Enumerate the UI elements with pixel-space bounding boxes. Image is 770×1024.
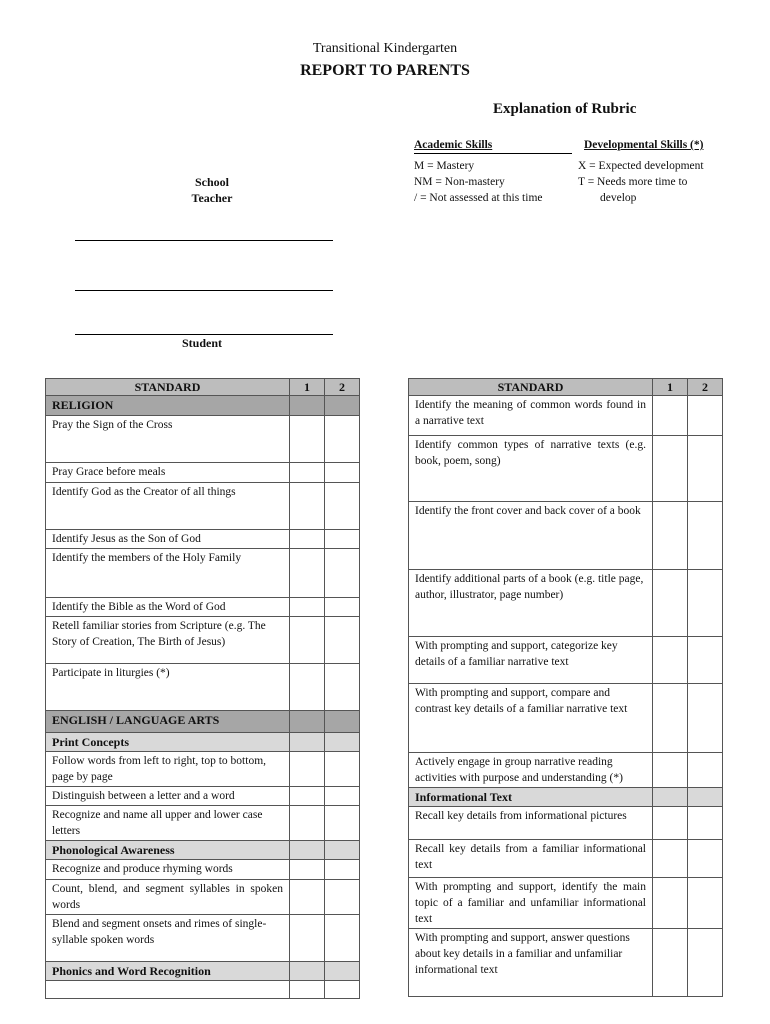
academic-line-3: / = Not assessed at this time <box>414 192 543 204</box>
developmental-line-1: X = Expected development <box>578 160 704 172</box>
grade-cell[interactable] <box>688 840 723 878</box>
grade-cell[interactable] <box>325 711 360 733</box>
grade-cell[interactable] <box>290 915 325 962</box>
table-row <box>409 929 723 997</box>
academic-line-2: NM = Non-mastery <box>414 176 505 188</box>
grade-cell[interactable] <box>688 637 723 684</box>
grade-cell[interactable] <box>325 915 360 962</box>
subcategory-row-phonics-word-recognition <box>46 962 360 981</box>
table-row <box>46 752 360 787</box>
subcategory-row-phonological-awareness <box>46 841 360 860</box>
standard-text: Identify the members of the Holy Family <box>46 549 290 598</box>
category-row-religion <box>46 396 360 416</box>
grade-cell[interactable] <box>290 841 325 860</box>
grade-cell[interactable] <box>325 981 360 999</box>
table-row <box>46 549 360 598</box>
table-row <box>46 981 360 999</box>
developmental-line-2: T = Needs more time to <box>578 176 688 188</box>
standard-text: Identify God as the Creator of all things <box>46 483 290 530</box>
left-table-header-row <box>46 379 360 396</box>
left-standards-table <box>45 378 360 999</box>
school-label: School <box>194 175 229 189</box>
category-row-english-language-arts <box>46 711 360 733</box>
standard-text: Follow words from left to right, top to bottom, page by page <box>46 752 290 787</box>
rubric-title: Explanation of Rubric <box>493 101 637 117</box>
grade-cell[interactable] <box>325 664 360 711</box>
grade-cell[interactable] <box>290 483 325 530</box>
term-2-column-header: 2 <box>325 379 360 396</box>
developmental-line-3: develop <box>600 192 637 204</box>
student-name-line[interactable] <box>75 334 333 335</box>
table-row <box>46 617 360 664</box>
subcategory-label: Informational Text <box>409 788 653 807</box>
grade-cell[interactable] <box>290 617 325 664</box>
standard-text: Identify common types of narrative texts (e.g. book, poem, song) <box>409 436 653 502</box>
subcategory-row-informational-text <box>409 788 723 807</box>
term-1-column-header: 1 <box>653 379 688 396</box>
grade-cell[interactable] <box>325 598 360 617</box>
table-row <box>409 840 723 878</box>
table-row <box>409 637 723 684</box>
standard-text: Pray the Sign of the Cross <box>46 416 290 463</box>
standard-column-header: STANDARD <box>46 379 290 396</box>
standard-text: Identify additional parts of a book (e.g. title page, author, illustrator, page number) <box>409 570 653 637</box>
signature-line-2[interactable] <box>75 290 333 291</box>
standard-text: Recognize and name all upper and lower case letters <box>46 806 290 841</box>
grade-cell[interactable] <box>290 962 325 981</box>
grade-cell[interactable] <box>290 463 325 483</box>
standard-text: Actively engage in group narrative reading activities with purpose and understanding (*) <box>409 753 653 788</box>
grade-cell[interactable] <box>290 981 325 999</box>
grade-cell[interactable] <box>290 752 325 787</box>
grade-cell[interactable] <box>688 929 723 997</box>
grade-cell[interactable] <box>653 878 688 929</box>
standard-text <box>46 981 290 999</box>
standard-text: Retell familiar stories from Scripture (e.g. The Story of Creation, The Birth of Jesus) <box>46 617 290 664</box>
grade-cell[interactable] <box>325 463 360 483</box>
table-row <box>409 570 723 637</box>
grade-cell[interactable] <box>290 711 325 733</box>
report-title: REPORT TO PARENTS <box>300 62 470 79</box>
grade-cell[interactable] <box>290 530 325 549</box>
standard-text: Recognize and produce rhyming words <box>46 860 290 880</box>
standard-text: Count, blend, and segment syllables in spoken words <box>46 880 290 915</box>
term-1-column-header: 1 <box>290 379 325 396</box>
table-row <box>409 878 723 929</box>
grade-cell[interactable] <box>325 787 360 806</box>
table-row <box>409 396 723 436</box>
term-2-column-header: 2 <box>688 379 723 396</box>
table-row <box>46 787 360 806</box>
standard-text: Pray Grace before meals <box>46 463 290 483</box>
standard-text: Recall key details from informational pictures <box>409 807 653 840</box>
grade-cell[interactable] <box>325 962 360 981</box>
grade-cell[interactable] <box>290 549 325 598</box>
grade-cell[interactable] <box>290 806 325 841</box>
standard-text: Identify the meaning of common words found in a narrative text <box>409 396 653 436</box>
category-label: RELIGION <box>46 396 290 416</box>
grade-cell[interactable] <box>325 733 360 752</box>
grade-cell[interactable] <box>325 416 360 463</box>
grade-cell[interactable] <box>325 806 360 841</box>
table-row <box>409 502 723 570</box>
table-row <box>46 483 360 530</box>
standard-text: With prompting and support, categorize key details of a familiar narrative text <box>409 637 653 684</box>
grade-cell[interactable] <box>325 860 360 880</box>
grade-cell[interactable] <box>688 570 723 637</box>
right-table-header-row <box>409 379 723 396</box>
report-subtitle: Transitional Kindergarten <box>312 41 458 56</box>
standard-text: With prompting and support, answer questions about key details in a familiar and unfamiliar informational text <box>409 929 653 997</box>
table-row <box>46 530 360 549</box>
standard-text: Distinguish between a letter and a word <box>46 787 290 806</box>
grade-cell[interactable] <box>688 788 723 807</box>
standard-column-header: STANDARD <box>409 379 653 396</box>
table-row <box>46 664 360 711</box>
right-standards-table <box>408 378 723 997</box>
grade-cell[interactable] <box>290 787 325 806</box>
grade-cell[interactable] <box>325 617 360 664</box>
table-row <box>409 684 723 753</box>
grade-cell[interactable] <box>653 807 688 840</box>
standard-text: Identify the front cover and back cover of a book <box>409 502 653 570</box>
grade-cell[interactable] <box>325 880 360 915</box>
grade-cell[interactable] <box>290 860 325 880</box>
academic-heading-rule <box>414 153 572 154</box>
grade-cell[interactable] <box>325 752 360 787</box>
student-label: Student <box>181 336 222 350</box>
developmental-skills-heading: Developmental Skills (*) <box>584 139 704 151</box>
standard-text: Identify the Bible as the Word of God <box>46 598 290 617</box>
grade-cell[interactable] <box>290 416 325 463</box>
table-row <box>46 416 360 463</box>
grade-cell[interactable] <box>653 502 688 570</box>
subcategory-row-print-concepts <box>46 733 360 752</box>
academic-line-1: M = Mastery <box>414 160 475 172</box>
subcategory-label: Phonics and Word Recognition <box>46 962 290 981</box>
grade-cell[interactable] <box>653 396 688 436</box>
grade-cell[interactable] <box>325 396 360 416</box>
grade-cell[interactable] <box>653 788 688 807</box>
grade-cell[interactable] <box>653 570 688 637</box>
standard-text: Identify Jesus as the Son of God <box>46 530 290 549</box>
standard-text: Recall key details from a familiar informational text <box>409 840 653 878</box>
grade-cell[interactable] <box>325 483 360 530</box>
grade-cell[interactable] <box>688 753 723 788</box>
standard-text: Participate in liturgies (*) <box>46 664 290 711</box>
table-row <box>46 806 360 841</box>
table-row <box>46 598 360 617</box>
grade-cell[interactable] <box>653 436 688 502</box>
grade-cell[interactable] <box>325 530 360 549</box>
grade-cell[interactable] <box>290 664 325 711</box>
academic-skills-heading: Academic Skills <box>414 139 493 151</box>
table-row <box>409 753 723 788</box>
grade-cell[interactable] <box>290 880 325 915</box>
grade-cell[interactable] <box>688 878 723 929</box>
standard-text: With prompting and support, identify the main topic of a familiar and unfamiliar informational text <box>409 878 653 929</box>
grade-cell[interactable] <box>290 733 325 752</box>
table-row <box>46 880 360 915</box>
grade-cell[interactable] <box>653 637 688 684</box>
grade-cell[interactable] <box>653 929 688 997</box>
grade-cell[interactable] <box>325 841 360 860</box>
subcategory-label: Print Concepts <box>46 733 290 752</box>
category-label: ENGLISH / LANGUAGE ARTS <box>46 711 290 733</box>
teacher-label: Teacher <box>191 191 233 205</box>
table-row <box>46 860 360 880</box>
table-row <box>409 436 723 502</box>
grade-cell[interactable] <box>653 753 688 788</box>
grade-cell[interactable] <box>290 598 325 617</box>
grade-cell[interactable] <box>653 684 688 753</box>
signature-line-1[interactable] <box>75 240 333 241</box>
standard-text: Blend and segment onsets and rimes of single-syllable spoken words <box>46 915 290 962</box>
grade-cell[interactable] <box>688 807 723 840</box>
grade-cell[interactable] <box>688 436 723 502</box>
subcategory-label: Phonological Awareness <box>46 841 290 860</box>
grade-cell[interactable] <box>688 684 723 753</box>
grade-cell[interactable] <box>653 840 688 878</box>
standard-text: With prompting and support, compare and contrast key details of a familiar narrative text <box>409 684 653 753</box>
grade-cell[interactable] <box>688 396 723 436</box>
grade-cell[interactable] <box>290 396 325 416</box>
table-row <box>46 463 360 483</box>
grade-cell[interactable] <box>688 502 723 570</box>
table-row <box>46 915 360 962</box>
grade-cell[interactable] <box>325 549 360 598</box>
table-row <box>409 807 723 840</box>
